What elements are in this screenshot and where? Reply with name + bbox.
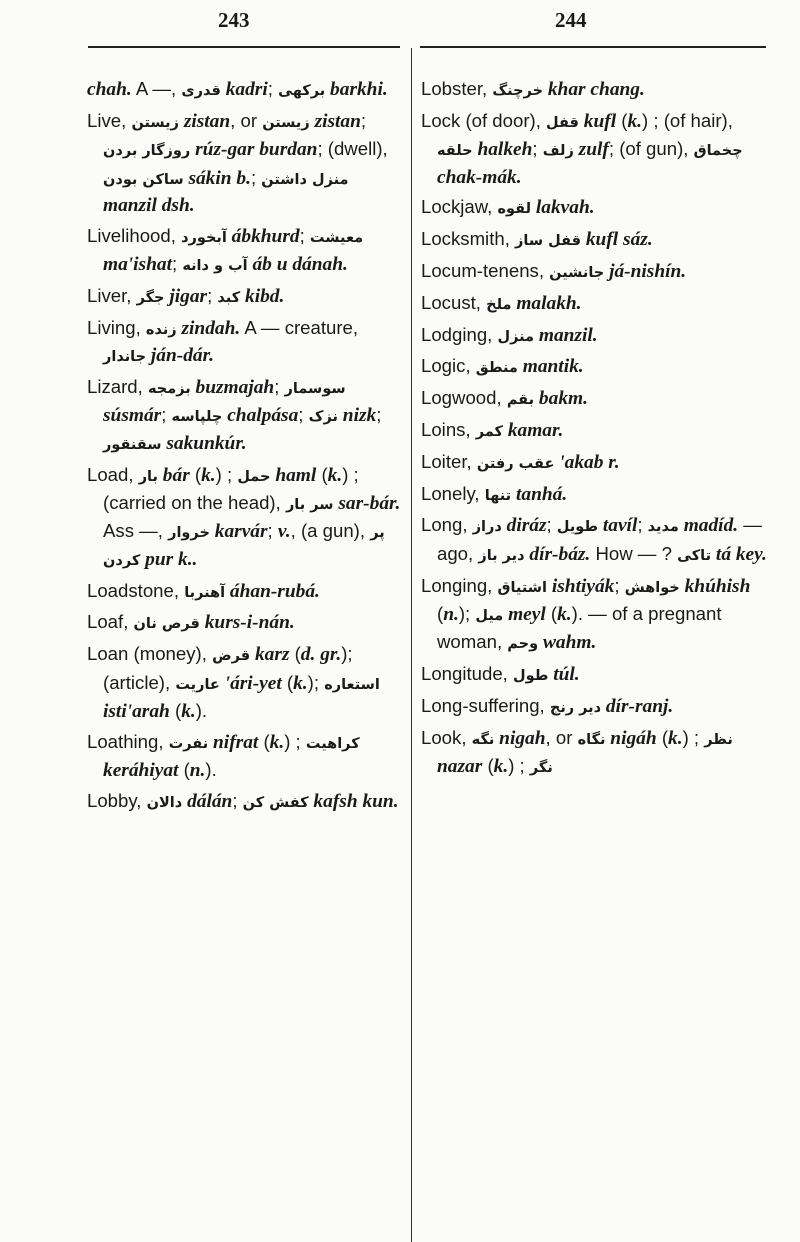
headword: Loadstone, [87, 579, 185, 601]
transliteration: sákin b. [183, 167, 251, 189]
dictionary-entry [421, 449, 773, 477]
headword: Look, [421, 726, 472, 748]
transliteration: bár [157, 464, 190, 486]
page-number-left: 243 [218, 8, 250, 32]
entry-text: ). [205, 759, 217, 781]
entry-text: ; [250, 166, 262, 188]
headword: Lock (of door), [421, 109, 547, 131]
persian-text: چخماق [693, 143, 743, 160]
transliteration: wahm. [538, 632, 597, 654]
transliteration: manzil. [534, 324, 598, 346]
headword: Logwood, [421, 387, 507, 409]
transliteration: ábkhurd [226, 225, 300, 247]
transliteration: keráhiyat [103, 760, 179, 782]
headword: Load, [87, 463, 139, 485]
entry-text: ( [189, 463, 202, 485]
transliteration: chalpása [222, 405, 299, 427]
dictionary-entry [421, 226, 773, 254]
transliteration: buzmajah [190, 377, 275, 399]
persian-text: زیستن [262, 114, 310, 131]
transliteration: ma'ishat [103, 254, 172, 276]
dictionary-entry [421, 76, 773, 104]
grammar-abbrev: n. [189, 760, 206, 782]
entry-text: ; [546, 514, 557, 536]
persian-text: مدید [647, 519, 679, 536]
transliteration: ján-dár. [146, 345, 214, 367]
entry-text: ); [458, 602, 476, 624]
persian-text: بزمجه [147, 381, 191, 398]
entry-text: ; [360, 109, 367, 131]
entry-text: ; [614, 574, 625, 596]
transliteration: nazar [437, 756, 483, 778]
headword: Long, [421, 514, 473, 536]
dictionary-entry [87, 578, 403, 606]
headword: Lockjaw, [421, 196, 498, 218]
transliteration: karz [250, 644, 290, 666]
entry-text: ) ; (of hair), [642, 109, 733, 131]
entry-text: ; (dwell), [317, 138, 388, 160]
headword: Loathing, [87, 730, 169, 752]
headword: Lodging, [421, 323, 498, 345]
grammar-abbrev: k. [327, 464, 343, 486]
persian-text: چلپاسه [171, 409, 223, 426]
entry-text: ; [299, 224, 310, 246]
persian-text: سقنقور [103, 436, 162, 453]
transliteration: sakunkúr. [161, 432, 247, 454]
transliteration: karvár [209, 521, 268, 543]
entry-text: ) ; [508, 755, 530, 777]
persian-text: ساکن بودن [103, 171, 184, 188]
transliteration: zistan [309, 110, 361, 132]
entry-text: ( [289, 643, 301, 665]
dictionary-entry [87, 223, 403, 280]
dictionary-entry [87, 315, 403, 371]
transliteration: rúz-gar burdan [190, 139, 318, 161]
header-rule-right [420, 46, 766, 48]
persian-text: کمر [475, 423, 503, 440]
entry-text: How — ? [590, 542, 678, 564]
dictionary-entry [87, 374, 403, 458]
grammar-abbrev: d. gr. [300, 644, 342, 666]
entry-text: ); (article), [103, 643, 353, 693]
entry-text: ). [195, 700, 208, 722]
persian-text: دیر باز [478, 547, 525, 564]
transliteration: mantik. [517, 356, 584, 378]
transliteration: bakm. [534, 388, 588, 410]
persian-text: نگه [471, 731, 495, 748]
right-column [421, 76, 773, 785]
entry-text: , (a gun), [290, 520, 371, 542]
headword: Logic, [421, 355, 476, 377]
headword: Live, [87, 109, 132, 131]
transliteration: khúhish [679, 575, 751, 597]
transliteration: tá key. [711, 543, 767, 565]
dictionary-entry [421, 573, 773, 658]
entry-text: ( [482, 755, 494, 777]
persian-text: کراهیت [305, 735, 360, 752]
entry-text: ; [274, 376, 285, 398]
headword: Lonely, [421, 482, 485, 504]
persian-text: قرص نان [133, 616, 200, 633]
dictionary-entry [87, 729, 403, 785]
transliteration: chah. [87, 79, 132, 100]
dictionary-entry [421, 353, 773, 381]
transliteration: tavíl [598, 515, 638, 537]
transliteration: chak-mák. [437, 166, 522, 188]
entry-text: ) ; [284, 730, 306, 752]
transliteration: zulf [573, 139, 609, 161]
entry-text: — ago, [437, 514, 762, 564]
dictionary-entry [421, 258, 773, 286]
entry-text: ; [376, 404, 382, 426]
transliteration: halkeh [472, 139, 533, 161]
grammar-abbrev: k. [181, 701, 196, 723]
persian-text: اشتیاق [497, 579, 547, 596]
persian-text: آب و دانه [182, 258, 248, 275]
transliteration: dír-ranj. [601, 695, 674, 717]
entry-text: ( [545, 602, 558, 624]
transliteration: meyl [503, 603, 546, 625]
grammar-abbrev: k. [201, 464, 216, 486]
grammar-abbrev: n. [443, 603, 459, 625]
headword: Locum-tenens, [421, 260, 550, 281]
transliteration: kamar. [502, 419, 564, 441]
persian-text: منزل [497, 328, 535, 345]
persian-text: نگر [529, 760, 553, 777]
persian-text: منزل داشتن [261, 171, 349, 188]
transliteration: diráz [501, 515, 547, 537]
persian-text: خرچنگ [492, 83, 544, 99]
page-number-right: 244 [555, 8, 587, 32]
headword: Living, [87, 316, 146, 338]
persian-text: عاریت [175, 676, 220, 693]
dictionary-entry [87, 462, 403, 575]
entry-text: ( [258, 730, 270, 752]
entry-text: ( [281, 671, 294, 693]
transliteration: kufl [578, 110, 617, 132]
grammar-abbrev: k. [269, 731, 285, 753]
transliteration: 'ári-yet [219, 672, 282, 694]
left-column [87, 76, 403, 820]
headword: Long-suffering, [421, 694, 550, 716]
headword: Longing, [421, 574, 498, 596]
dictionary-entry [421, 194, 773, 222]
persian-text: برکهی [278, 83, 326, 99]
entry-text: A — creature, [240, 316, 359, 338]
persian-text: حمل [237, 468, 271, 485]
dictionary-entry [421, 322, 773, 350]
dictionary-entry [421, 693, 773, 721]
entry-text: ) ; [682, 726, 705, 748]
dictionary-entry [87, 641, 403, 725]
dictionary-entry [421, 481, 773, 509]
headword: Lizard, [87, 376, 148, 398]
transliteration: lakvah. [531, 197, 595, 219]
transliteration: súsmár [103, 405, 162, 427]
entry-text: ; [637, 514, 648, 536]
transliteration: ishtiyák [547, 575, 615, 597]
entry-text: ; [232, 790, 243, 812]
persian-text: زیستن [131, 114, 179, 131]
entry-text: ( [656, 726, 669, 748]
persian-text: دیر رنج [549, 699, 602, 716]
persian-text: زلف [542, 143, 574, 160]
entry-text: , or [230, 109, 263, 131]
persian-text: میل [475, 607, 504, 624]
persian-text: آبخورد [181, 229, 227, 246]
transliteration: 'akab r. [554, 451, 620, 473]
entry-text: ; [161, 404, 172, 426]
transliteration: zistan [178, 110, 231, 132]
dictionary-entry [421, 725, 773, 782]
entry-text: ; [207, 285, 218, 307]
persian-text: روزگار بردن [103, 143, 191, 160]
entry-text: ( [169, 700, 182, 722]
header-rule-left [88, 46, 400, 48]
entry-text: ; [298, 404, 309, 426]
entry-text: ) ; [215, 463, 238, 485]
persian-text: جاندار [103, 349, 147, 366]
headword: Lobby, [87, 790, 147, 812]
persian-text: قرض [212, 648, 251, 665]
entry-text: ( [178, 759, 190, 781]
transliteration: kadri [220, 79, 268, 100]
transliteration: sar-bár. [333, 493, 401, 515]
entry-text: Ass —, [103, 520, 169, 542]
persian-text: دراز [472, 519, 502, 536]
dictionary-entry [421, 290, 773, 318]
entry-text: ; [267, 520, 278, 542]
dictionary-entry [87, 609, 403, 637]
entry-text: ; (of gun), [608, 138, 694, 160]
persian-text: وحم [507, 636, 539, 653]
transliteration: isti'arah [103, 701, 170, 723]
persian-text: کفش کن [242, 795, 309, 812]
persian-text: نگاه [577, 731, 606, 748]
transliteration: zindah. [176, 317, 241, 339]
dictionary-entry [421, 661, 773, 689]
persian-text: حلقه [437, 143, 473, 160]
entry-text: ) ; (carried on the head), [103, 463, 359, 514]
persian-text: تاکی [677, 547, 712, 564]
persian-text: قفل [546, 114, 579, 131]
persian-text: لقوه [497, 201, 532, 218]
persian-text: طویل [556, 519, 599, 536]
persian-text: نفرت [168, 735, 209, 752]
transliteration: pur k.. [140, 548, 198, 570]
entry-text: ; [267, 78, 279, 99]
entry-text: ( [437, 602, 444, 624]
transliteration: kibd. [240, 286, 285, 308]
persian-text: جگر [136, 290, 165, 307]
dictionary-entry [87, 76, 403, 104]
headword: Longitude, [421, 663, 514, 685]
headword: Loan (money), [87, 643, 213, 665]
headword: Liver, [87, 285, 137, 307]
column-divider [411, 48, 412, 1242]
transliteration: malakh. [511, 292, 582, 314]
transliteration: nizk [337, 405, 377, 427]
persian-text: پر کردن [103, 525, 385, 569]
persian-text: خروار [168, 525, 210, 542]
transliteration: túl. [548, 664, 580, 686]
entry-text: ; [171, 253, 183, 275]
transliteration: nifrat [208, 731, 259, 753]
transliteration: jigar [164, 286, 208, 308]
persian-text: بقم [506, 392, 535, 409]
entry-text: ( [316, 463, 328, 485]
persian-text: منطق [475, 360, 518, 377]
persian-text: طول [513, 668, 549, 685]
transliteration: kufl sáz. [581, 229, 653, 251]
persian-text: نزک [308, 409, 338, 426]
persian-text: نظر [704, 731, 733, 748]
transliteration: haml [270, 464, 317, 486]
transliteration: nigah [494, 727, 546, 749]
persian-text: معیشت [309, 229, 364, 246]
grammar-abbrev: v. [277, 521, 291, 543]
persian-text: سر بار [285, 497, 334, 514]
grammar-abbrev: k. [293, 672, 308, 694]
persian-text: جانشین [549, 265, 605, 281]
persian-text: آهنربا [184, 584, 226, 601]
transliteration: kurs-i-nán. [199, 612, 295, 634]
grammar-abbrev: k. [557, 603, 572, 625]
dictionary-entry [421, 108, 773, 191]
persian-text: استعاره [324, 676, 380, 693]
transliteration: dír-báz. [524, 543, 591, 565]
dictionary-entry [87, 108, 403, 220]
entry-text: ). — of a pregnant woman, [437, 602, 722, 653]
entry-text: ; [532, 138, 543, 160]
persian-text: کبد [217, 290, 241, 307]
entry-text: ( [616, 109, 628, 131]
grammar-abbrev: k. [493, 756, 509, 778]
persian-text: دالان [146, 795, 183, 812]
headword: Loaf, [87, 611, 134, 633]
headword: Loiter, [421, 450, 477, 472]
persian-text: خواهش [624, 579, 680, 596]
persian-text: عقب رفتن [476, 455, 555, 472]
transliteration: khar chang. [543, 79, 645, 100]
persian-text: قفل ساز [515, 233, 582, 250]
headword: Loins, [421, 418, 476, 440]
transliteration: áhan-rubá. [225, 580, 320, 602]
dictionary-entry [421, 512, 773, 569]
transliteration: tanhá. [511, 483, 568, 505]
headword: Livelihood, [87, 224, 182, 246]
transliteration: áb u dánah. [247, 254, 348, 276]
entry-text: ); [307, 671, 325, 693]
transliteration: manzil dsh. [103, 195, 195, 217]
entry-text: , or [545, 726, 578, 748]
persian-text: زنده [145, 321, 177, 338]
dictionary-entry [87, 788, 403, 816]
headword: Locust, [421, 291, 487, 313]
headword: Lobster, [421, 78, 493, 99]
persian-text: تنها [484, 487, 512, 504]
dictionary-entry [87, 283, 403, 311]
dictionary-entry [421, 385, 773, 413]
entry-text: A —, [131, 78, 182, 99]
grammar-abbrev: k. [627, 110, 642, 132]
transliteration: nigáh [605, 727, 657, 749]
grammar-abbrev: k. [668, 727, 683, 749]
persian-text: ملخ [486, 296, 512, 313]
headword: Locksmith, [421, 228, 516, 250]
dictionary-entry [421, 417, 773, 445]
persian-text: سوسمار [284, 381, 346, 398]
transliteration: dálán [182, 791, 233, 813]
transliteration: já-nishín. [604, 261, 687, 282]
transliteration: kafsh kun. [308, 791, 399, 813]
transliteration: barkhi. [325, 79, 388, 100]
persian-text: قدری [181, 83, 221, 99]
transliteration: madíd. [678, 515, 739, 537]
persian-text: بار [138, 468, 158, 485]
